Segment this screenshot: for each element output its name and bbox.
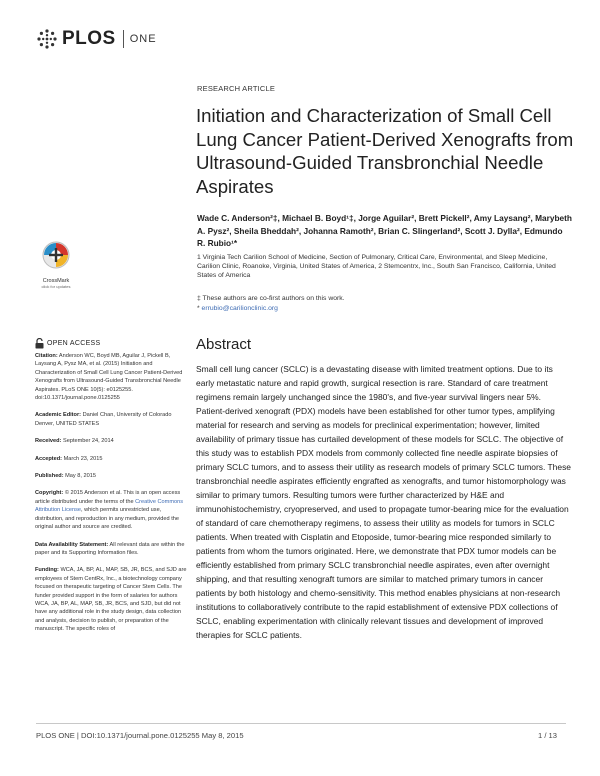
section-label: RESEARCH ARTICLE	[197, 84, 276, 93]
crossmark-sub: click for updates	[41, 284, 71, 289]
editor-text: Daniel Chan, University of Colorado Denver, UNITED STATES	[35, 412, 172, 427]
copyright-block	[35, 489, 187, 531]
journal-logo[interactable]	[36, 26, 157, 52]
crossmark-badge[interactable]	[36, 240, 76, 289]
published-date: May 8, 2015	[63, 473, 96, 480]
open-lock-icon	[35, 338, 44, 349]
editor-label: Academic Editor:	[35, 412, 82, 419]
plos-dots-icon	[36, 28, 58, 50]
published-block	[35, 472, 187, 480]
article-title: Initiation and Characterization of Small Cell Lung Cancer Patient-Derived Xenografts from Ultrasound-Guided Transbronchial Needle Aspirates	[196, 105, 574, 197]
data-availability-block	[35, 541, 187, 558]
open-access-badge	[35, 338, 100, 349]
cofirst-note: ‡ These authors are co-first authors on this work.	[197, 295, 345, 302]
email-marker: *	[197, 305, 202, 312]
published-label: Published:	[35, 473, 64, 480]
crossmark-label: CrossMark	[42, 278, 70, 284]
article-metadata	[35, 352, 187, 643]
author-list: Wade C. Anderson²‡, Michael B. Boyd¹‡, Jorge Aguilar², Brett Pickell², Amy Laysang², Marybeth A. Pysz², Sheila Bheddah², Johanna Ramoth², Brian C. Slingerland², Scott J. Dylla², Edmundo R. Rubio¹*	[197, 213, 572, 249]
journal-sub: ONE	[129, 33, 157, 45]
copyright-label: Copyright:	[35, 490, 64, 497]
copyright-text-pre: © 2015 Anderson et al. This is an open access article distributed under the terms of the	[35, 490, 181, 505]
crossmark-icon	[36, 240, 76, 272]
affiliations: 1 Virginia Tech Carilion School of Medicine, Section of Pulmonary, Critical Care, Environmental, and Sleep Medicine, Carilion Clinic, Roanoke, Virginia, United States of America, 2 Stemcentrx, Inc., South San Francisco, California, United States of America	[197, 254, 556, 280]
footer-citation: PLOS ONE | DOI:10.1371/journal.pone.0125255 May 8, 2015	[36, 731, 244, 740]
author-notes	[197, 294, 567, 314]
corresponding-note	[197, 304, 567, 314]
editor-block	[35, 411, 187, 428]
accepted-date: March 23, 2015	[62, 455, 103, 462]
abstract-body: Small cell lung cancer (SCLC) is a devastating disease with limited treatment options. Due to its early metastatic nature and rapid growth, surgical resection is rare. Standard of care treatment regimens remain largely unchanged since the 1980's, and five-year survival lingers near 5%. Patient-derived xenograft (PDX) models have been established for other tumor types, amplifying material for research and serving as models for preclinical experimentation; however, limited availability of primary tissue has curtailed development of these models for SCLC. The objective of this study was to establish PDX models from commonly collected fine needle aspirate biopsies of primary SCLC tumors, and to assess their utility as research models of primary SCLC tumors. These transbronchial needle aspirates efficiently engrafted as xenografts, and tumor histomorphology was similar to primary tumors. Resulting tumors were further characterized by H&E and immunohistochemistry, cryopreserved, and used to propagate tumor-bearing mice for the evaluation of standard of care chemotherapy regimens, to assess their utility as models for tumors in SCLC patients. When treated with Cisplatin and Etoposide, tumor-bearing mice responded similarly to patients from whom the tumors originated. Here, we demonstrate that PDX tumor models can be efficiently established from primary SCLC transbronchial needle aspirates, even after overnight shipping, and that resulting xenograft tumors are similar to matched primary tumors in cancer patients by both histology and chemo-sensitivity. This method enables physicians at non-research institutions to collaboratively contribute to the rapid establishment of extensive PDX collections of SCLC, enabling experimentation with clinically relevant tissues and development of improved therapies for SCLC patients.	[196, 364, 571, 640]
funding-block	[35, 566, 187, 633]
page-number: 1 / 13	[538, 731, 557, 740]
received-date: September 24, 2014	[61, 438, 114, 445]
data-availability-text: All relevant data are within the paper and its Supporting Information files.	[35, 541, 185, 556]
open-access-label: OPEN ACCESS	[47, 340, 101, 347]
license-link[interactable]: Creative Commons Attribution License	[35, 498, 183, 514]
citation-text: Anderson WC, Boyd MB, Aguilar J, Pickell B, Laysang A, Pysz MA, et al. (2015) Initiation and Characterization of Small Cell Lung Cancer Patient-Derived Xenografts from Ultrasound-Guided Transbronchial Needle Aspirates. PLoS ONE 10(5): e0125255. doi:10.1371/journal.pone.0125255	[35, 353, 183, 402]
journal-name: PLOS	[62, 28, 116, 49]
copyright-text-post: , which permits unrestricted use, distribution, and reproduction in any medium, provided the original author and source are credited.	[35, 507, 179, 531]
received-block	[35, 437, 187, 445]
accepted-label: Accepted:	[35, 455, 63, 462]
logo-divider	[123, 30, 124, 48]
funding-text: WCA, JA, BP, AL, MAP, SB, JR, BCS, and SJD are employees of Stem CentRx, Inc., a biotechnology company focused on therapeutic targeting of Cancer Stem Cells. The funder provided support in the form of salaries for authors WCA, JA, BP, AL, MAP, SB, JR, BCS, and SJD, but did not have any additional role in the study design, data collection and analysis, decision to publish, or preparation of the manuscript. The specific roles of	[35, 567, 187, 633]
data-availability-label: Data Availability Statement:	[35, 541, 109, 548]
abstract-heading: Abstract	[196, 336, 252, 353]
citation-label: Citation:	[35, 353, 58, 359]
received-label: Received:	[35, 438, 62, 445]
accepted-block	[35, 455, 187, 463]
email-link[interactable]: errubio@carilionclinic.org	[201, 305, 278, 312]
footer-divider	[36, 723, 566, 724]
citation-block	[35, 352, 187, 402]
funding-label: Funding:	[35, 567, 59, 574]
